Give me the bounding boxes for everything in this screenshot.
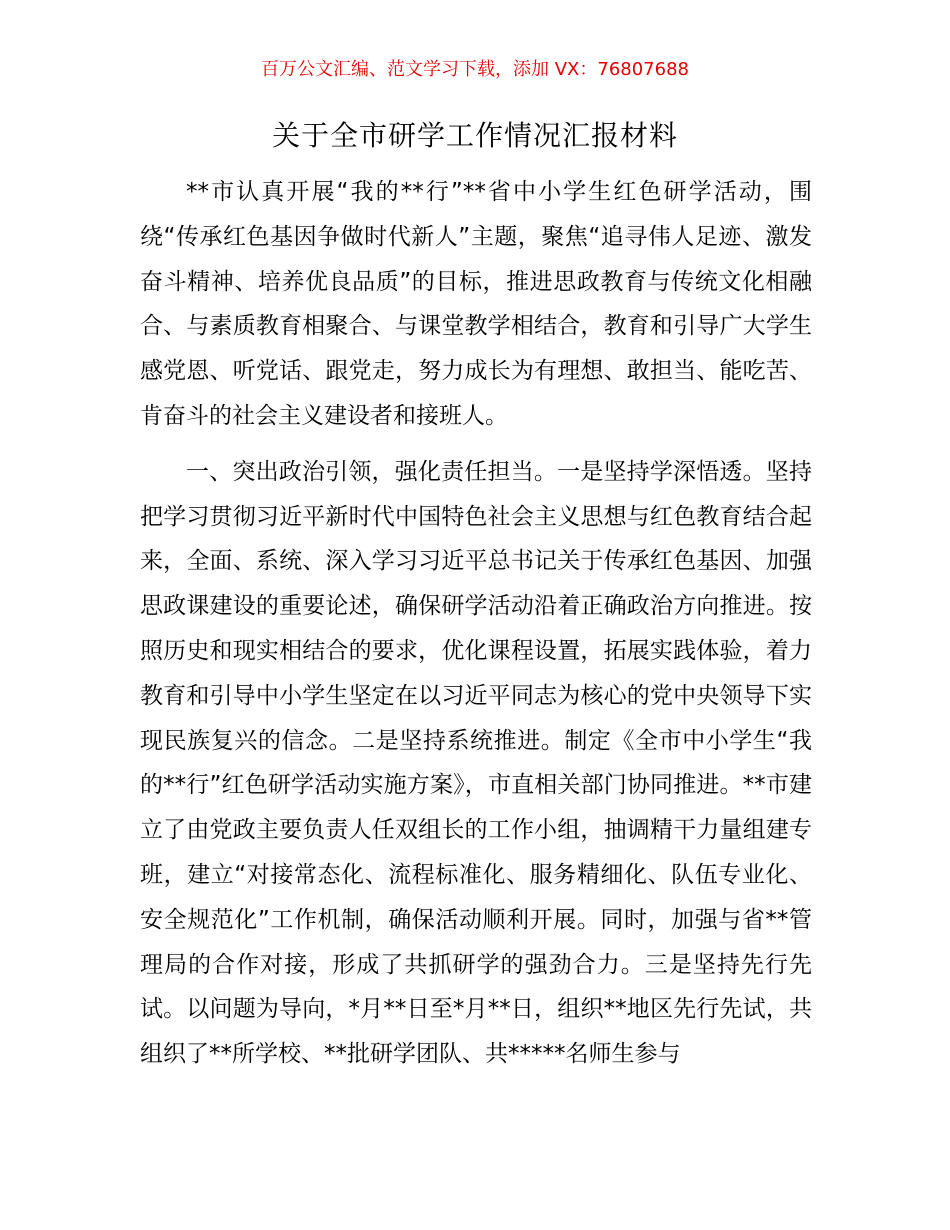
document-body xyxy=(140,170,812,1077)
document-title: 关于全市研学工作情况汇报材料 xyxy=(271,119,678,152)
paragraph-section-one: 一、突出政治引领，强化责任担当。一是坚持学深悟透。坚持把学习贯彻习近平新时代中国特色社会主义思想与红色教育结合起来，全面、系统、深入学习习近平总书记关于传承红色基因、加强思政课建设的重要论述，确保研学活动沿着正确政治方向推进。按照历史和现实相结合的要求，优化课程设置，拓展实践体验，着力教育和引导中小学生坚定在以习近平同志为核心的党中央领导下实现民族复兴的信念。二是坚持系统推进。制定《全市中小学生“我的**行”红色研学活动实施方案》，市直相关部门协同推进。**市建立了由党政主要负责人任双组长的工作小组，抽调精干力量组建专班，建立“对接常态化、流程标准化、服务精细化、队伍专业化、安全规范化”工作机制，确保活动顺利开展。同时，加强与省**管理局的合作对接，形成了共抓研学的强劲合力。三是坚持先行先试。以问题为导向，*月**日至*月**日，组织**地区先行先试，共组织了**所学校、**批研学团队、共*****名师生参与 xyxy=(140,458,812,1068)
paragraph-intro: **市认真开展“我的**行”**省中小学生红色研学活动，围绕“传承红色基因争做时代新人”主题，聚焦“追寻伟人足迹、激发奋斗精神、培养优良品质”的目标，推进思政教育与传统文化相融合、与素质教育相聚合、与课堂教学相结合，教育和引导广大学生感党恩、听党话、跟党走，努力成长为有理想、敢担当、能吃苦、肯奋斗的社会主义建设者和接班人。 xyxy=(140,179,812,429)
watermark-banner: 百万公文汇编、范文学习下载，添加 VX：76807688 xyxy=(261,59,689,80)
